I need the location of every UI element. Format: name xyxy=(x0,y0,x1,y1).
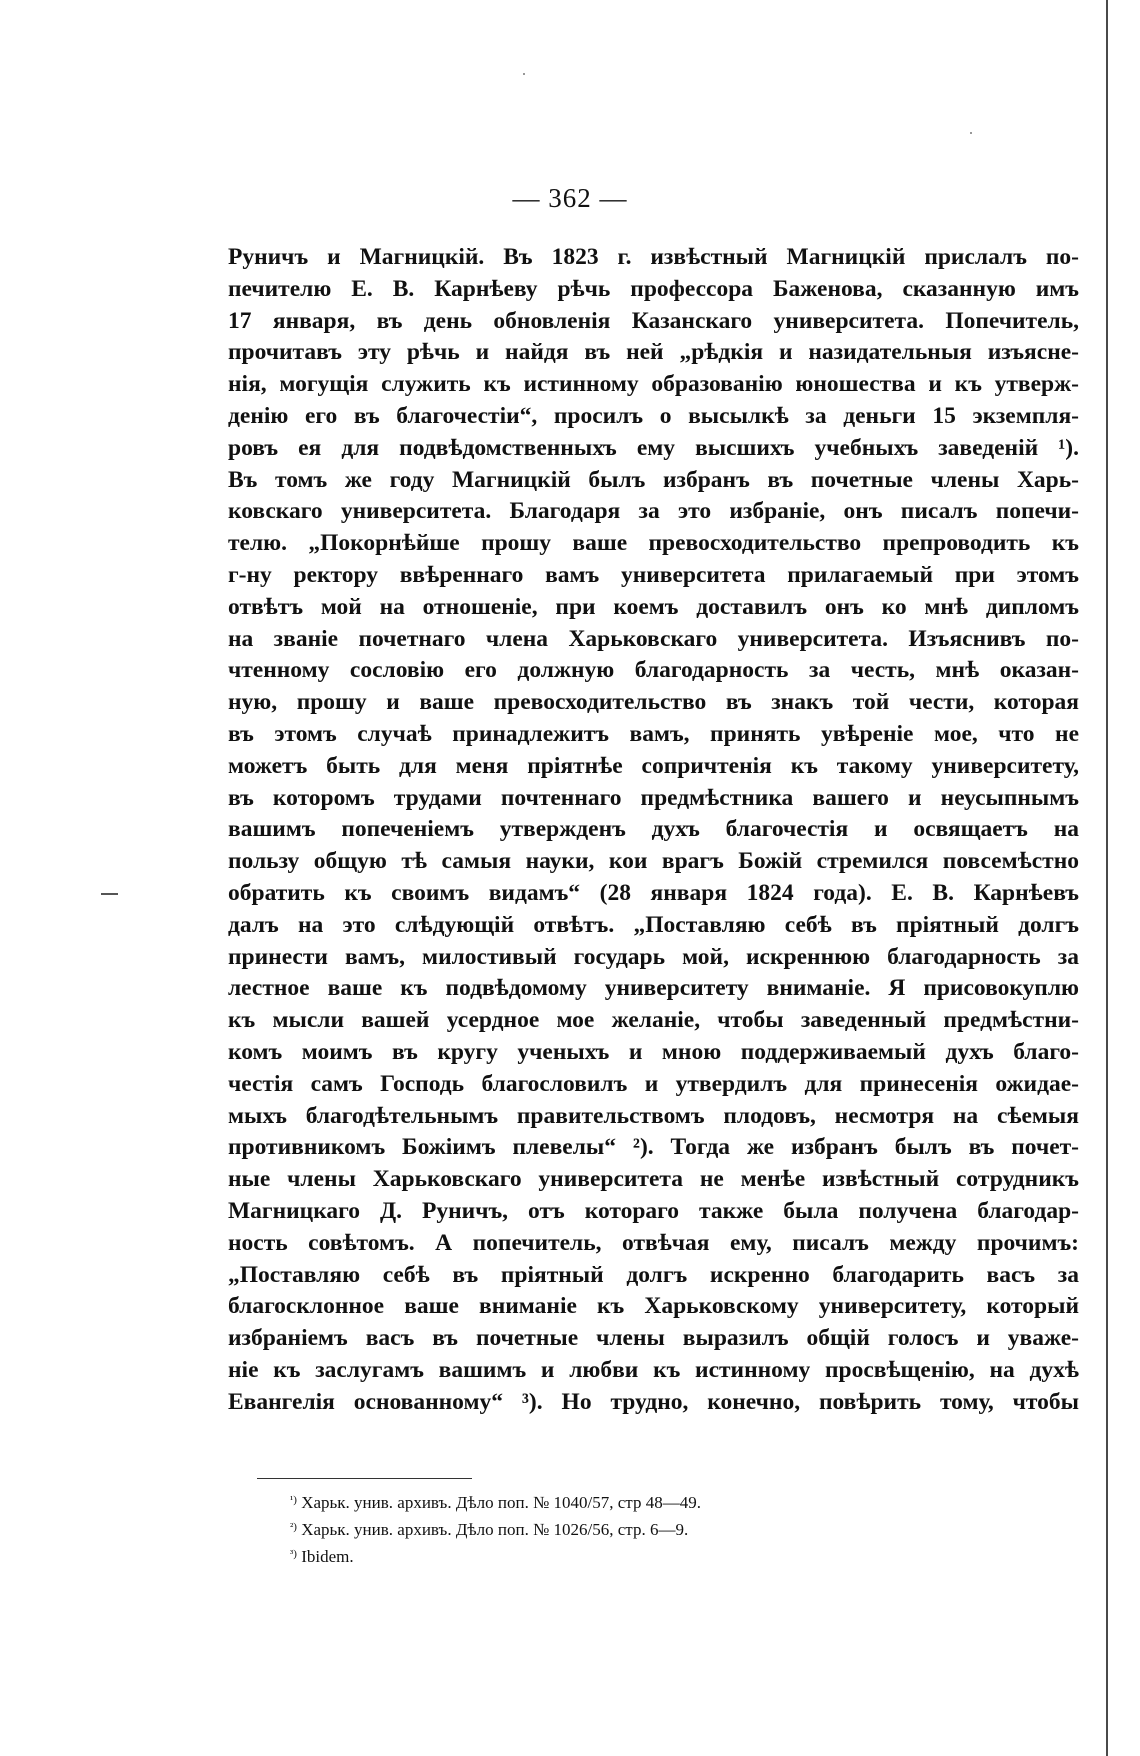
footnote-marker: ³) xyxy=(290,1548,297,1560)
text-line: лестное ваше къ подвѣдомому университету вниманіе. Я присовокуплю xyxy=(228,975,1079,1002)
text-line: денію его въ благочестіи“, просилъ о высылкѣ за деньги 15 экземпля- xyxy=(228,402,1079,429)
page-number: — 362 — xyxy=(512,183,628,213)
text-line: телю. „Покорнѣйше прошу ваше превосходительство препроводить къ xyxy=(228,530,1079,557)
text-line: чтенному сословію его должную благодарность за честь, мнѣ оказан- xyxy=(228,657,1079,684)
text-line: къ мысли вашей усердное мое желаніе, чтобы заведенный предмѣстни- xyxy=(228,1007,1079,1034)
text-line: ную, прошу и ваше превосходительство въ знакъ той чести, которая xyxy=(228,689,1079,716)
text-line: избраніемъ васъ въ почетные члены выразилъ общій голосъ и уваже- xyxy=(228,1325,1079,1352)
text-line: благосклонное ваше вниманіе къ Харьковскому университету, который xyxy=(228,1293,1079,1320)
text-line: Евангелія основанному“ ³). Но трудно, конечно, повѣрить тому, чтобы xyxy=(228,1388,1079,1415)
page-edge-rule xyxy=(1106,0,1108,1756)
scan-speck xyxy=(970,132,972,134)
text-line: комъ моимъ въ кругу ученыхъ и мною поддерживаемый духъ благо- xyxy=(228,1038,1079,1065)
text-line: принести вамъ, милостивый государь мой, искреннюю благодарность за xyxy=(228,943,1079,970)
footnote-marker: ¹) xyxy=(290,1494,297,1506)
text-line: Магницкаго Д. Руничъ, отъ котораго также была получена благодар- xyxy=(228,1197,1079,1224)
footnote xyxy=(290,1541,990,1568)
footnote xyxy=(290,1487,990,1514)
text-line: ніе къ заслугамъ вашимъ и любви къ истинному просвѣщенію, на духѣ xyxy=(228,1356,1079,1383)
text-line: ность совѣтомъ. А попечитель, отвѣчая ему, писалъ между прочимъ: xyxy=(228,1229,1079,1256)
footnote-separator xyxy=(257,1478,472,1479)
text-line: честія самъ Господь благословилъ и утвердилъ для принесенія ожидае- xyxy=(228,1070,1079,1097)
text-line: ные члены Харьковскаго университета не менѣе извѣстный сотрудникъ xyxy=(228,1166,1079,1193)
text-line: ровъ ея для подвѣдомственныхъ ему высшихъ учебныхъ заведеній ¹). xyxy=(228,434,1079,461)
text-line: „Поставляю себѣ въ пріятный долгъ искренно благодарить васъ за xyxy=(228,1261,1079,1288)
text-line: Въ томъ же году Магницкій былъ избранъ въ почетные члены Харь- xyxy=(228,466,1079,493)
text-line: прочитавъ эту рѣчь и найдя въ ней „рѣдкія и назидательныя изъясне- xyxy=(228,339,1079,366)
text-line: отвѣтъ мой на отношеніе, при коемъ доставилъ онъ ко мнѣ дипломъ xyxy=(228,593,1079,620)
text-line: печителю Е. В. Карнѣеву рѣчь профессора Баженова, сказанную имъ xyxy=(228,275,1079,302)
text-line: нія, могущія служить къ истинному образованію юношества и къ утверж- xyxy=(228,371,1079,398)
footnotes xyxy=(290,1487,990,1568)
footnote-text: Харьк. унив. архивъ. Дѣло поп. № 1026/56, стр. 6—9. xyxy=(301,1520,689,1539)
text-line: мыхъ благодѣтельнымъ правительствомъ плодовъ, несмотря на сѣемыя xyxy=(228,1102,1079,1129)
text-line: въ которомъ трудами почтеннаго предмѣстника вашего и неусыпнымъ xyxy=(228,784,1079,811)
text-line: вашимъ попеченіемъ утвержденъ духъ благочестія и освящаетъ на xyxy=(228,816,1079,843)
text-line: можетъ быть для меня пріятнѣе сопричтенія къ такому университету, xyxy=(228,752,1079,779)
text-line: на званіе почетнаго члена Харьковскаго университета. Изъяснивъ по- xyxy=(228,625,1079,652)
text-line: далъ на это слѣдующій отвѣтъ. „Поставляю себѣ въ пріятный долгъ xyxy=(228,911,1079,938)
footnote-marker: ²) xyxy=(290,1521,297,1533)
footnote xyxy=(290,1514,990,1541)
body-text xyxy=(228,242,1079,1418)
text-line: противникомъ Божіимъ плевелы“ ²). Тогда же избранъ былъ въ почет- xyxy=(228,1134,1079,1161)
text-line: пользу общую тѣ самыя науки, кои врагъ Божій стремился повсемѣстно xyxy=(228,848,1079,875)
text-line: г-ну ректору ввѣреннаго вамъ университета прилагаемый при этомъ xyxy=(228,561,1079,588)
footnote-text: Ibidem. xyxy=(301,1547,354,1566)
text-line: ковскаго университета. Благодаря за это избраніе, онъ писалъ попечи- xyxy=(228,498,1079,525)
scan-speck xyxy=(523,73,525,75)
footnote-text: Харьк. унив. архивъ. Дѣло поп. № 1040/57, стр 48—49. xyxy=(301,1493,701,1512)
margin-mark xyxy=(101,893,118,895)
text-line: Руничъ и Магницкій. Въ 1823 г. извѣстный Магницкій прислалъ по- xyxy=(228,244,1079,270)
text-line: обратить къ своимъ видамъ“ (28 января 1824 года). Е. В. Карнѣевъ xyxy=(228,879,1079,906)
text-line: въ этомъ случаѣ принадлежитъ вамъ, принять увѣреніе мое, что не xyxy=(228,720,1079,747)
text-line: 17 января, въ день обновленія Казанскаго университета. Попечитель, xyxy=(228,307,1079,334)
